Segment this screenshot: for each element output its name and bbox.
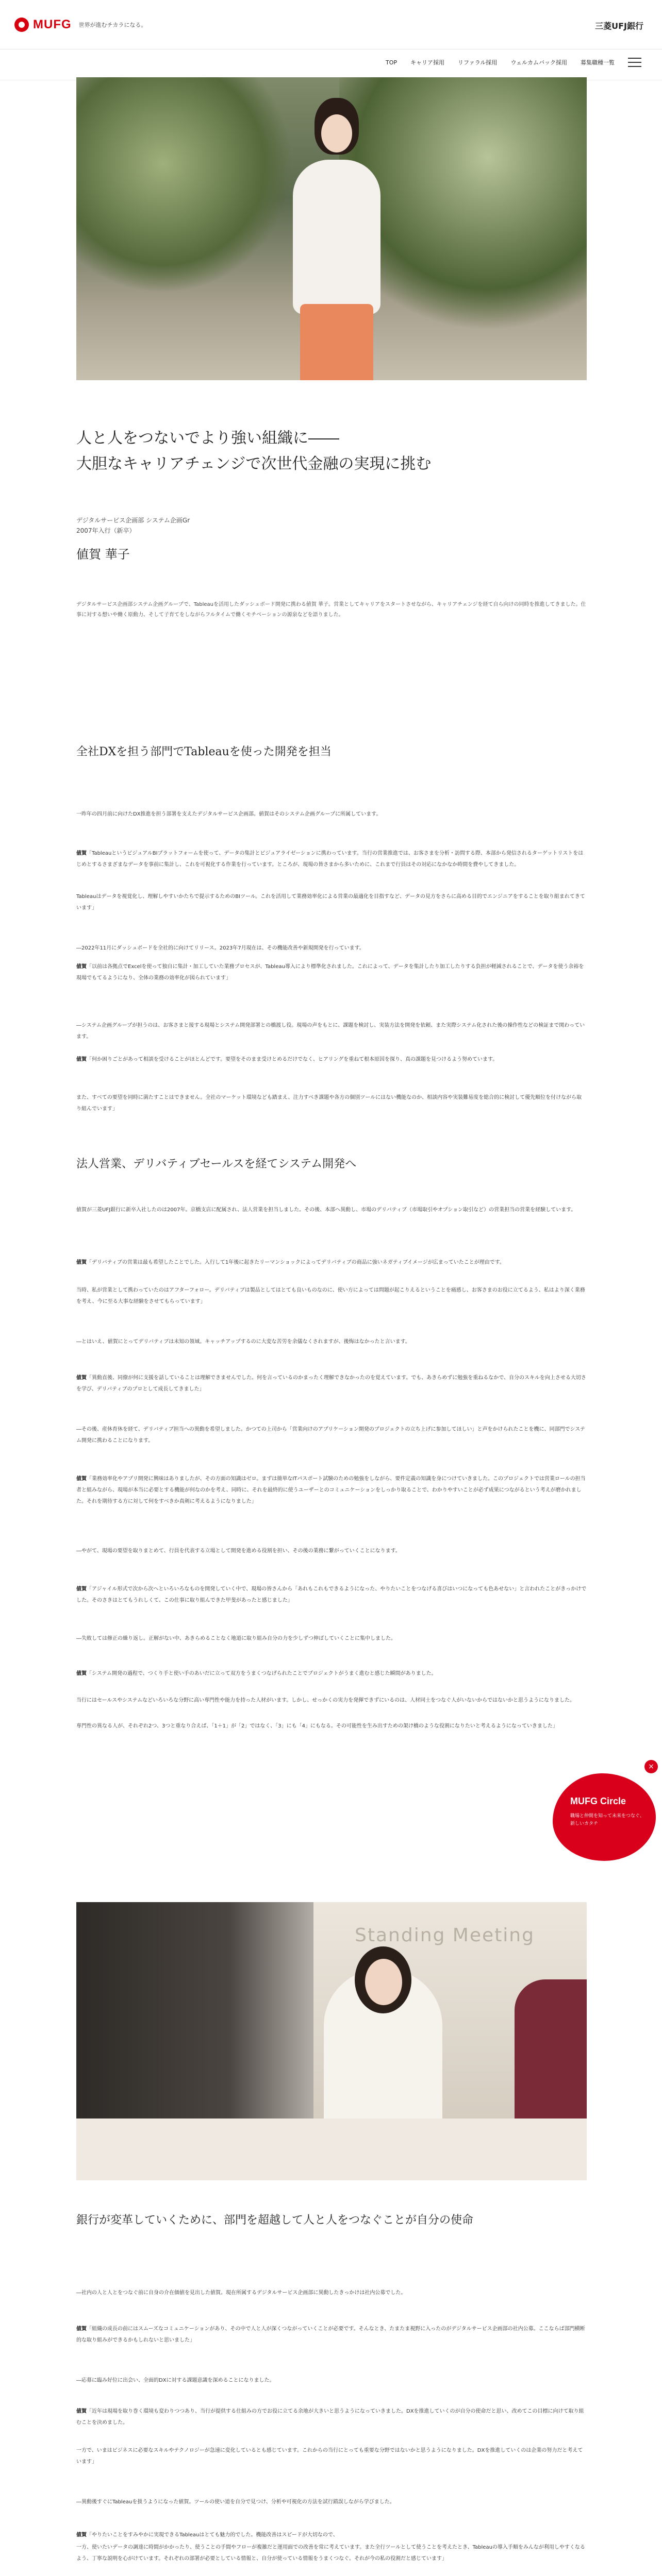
paragraph-text: 「近年は現場を取り巻く環境も変わりつつあり、当行が提供する仕組みの方でお役に立てる余地が大きいと思うようになっていきました。DXを推進していくのが自分の使命だと思い、改めてこの目標に向けて取り組むことを決めました。 bbox=[76, 2409, 584, 2426]
paragraph bbox=[76, 1092, 587, 1115]
section-heading: 全社DXを担う部門でTableauを使った開発を担当 bbox=[76, 745, 332, 758]
paragraph bbox=[76, 891, 587, 914]
nav-item-career[interactable]: キャリア採用 bbox=[410, 59, 444, 66]
hero-photo bbox=[76, 77, 587, 380]
hamburger-menu-icon[interactable] bbox=[628, 58, 641, 67]
profile-name: 値賀 華子 bbox=[76, 547, 130, 562]
paragraph bbox=[76, 2406, 587, 2429]
paragraph-text: ―その後、産休育休を経て、デリバティブ担当への異動を希望しました。かつての上司から「営業向けのアプリケーション開発のプロジェクトの立ち上げに参加してほしい」と声をかけられたことを機に、同部門でシステム開発に携わることになります。 bbox=[76, 1427, 585, 1444]
paragraph-text: 一昨年の四月前に向けたDX推進を担う部署を支えたデジタルサービス企画部。値賀はそのシステム企画グループに所属しています。 bbox=[76, 811, 382, 817]
paragraph bbox=[76, 2497, 587, 2508]
paragraph bbox=[76, 1285, 587, 1308]
mufg-logo[interactable] bbox=[14, 18, 146, 32]
mufg-circle-title: MUFG Circle bbox=[570, 1796, 626, 1806]
paragraph-text: 「アジャイル形式で次から次へといろいろなものを開発していく中で、現場の皆さんから「あれもこれもできるようになった、やりたいことをつなげる喜びはいつになっても色あせない」と言われたことがきっかけでした。そのさきはとてもうれしくて、この仕事に取り組んできた甲斐があったと感じました」 bbox=[76, 1586, 587, 1603]
paragraph bbox=[76, 2324, 587, 2346]
paragraph-text: 「以前は各拠点でExcelを使って独自に集計・加工していた業務プロセスが、Tableau導入により標準化されました。これによって、データを集計したり加工したりする負担が軽減されることで、データを使う余裕を現場でもてるようになり、全体の業務の効率化が図られています」 bbox=[76, 964, 584, 981]
paragraph bbox=[76, 2530, 587, 2541]
site-header bbox=[0, 0, 662, 49]
paragraph-text: また、すべての要望を同時に満たすことはできません。全社のマーケット環境なども踏まえ、注力すべき課題や各方の個別ツールにはない機能なのか、相談内容や実装難易度を総合的に検討して優先順位を付けながら取り組んでいます」 bbox=[76, 1095, 582, 1112]
speaker-label: 値賀 bbox=[76, 2532, 87, 2538]
mufg-logo-mark-icon bbox=[14, 18, 29, 32]
paragraph-text: ―失敗しては修正の繰り返し。正解がない中、あきらめることなく地道に取り組み自分の力を少しずつ伸ばしていくことに集中しました。 bbox=[76, 1636, 396, 1641]
meeting-photo bbox=[76, 1902, 587, 2180]
paragraph-text: 「システム開発の過程で、つくり手と使い手のあいだに立って双方をうまくつなげられたことでプロジェクトがうまく進むと感じた瞬間がありました。 bbox=[87, 1671, 437, 1676]
paragraph-text: ―2022年11月にダッシュボードを全社的に向けてリリース。2023年7月現在は、その機能改善や新規開発を行っています。 bbox=[76, 945, 365, 951]
paragraph bbox=[76, 1205, 587, 1216]
speaker-label: 値賀 bbox=[76, 851, 87, 856]
mufg-circle-subtitle: 職場と仲間を知って未来をつなぐ、新しいカタチ bbox=[570, 1814, 644, 1826]
paragraph-text: 「組織の成長の前にはスムーズなコミュニケーションがあり、その中で人と人が深くつながっていくことが必要です。そんなとき、たまたま視野に入ったのがデジタルサービス企画部の社内公募。ここならば部門横断的な取り組みができるかもしれないと思いました」 bbox=[76, 2326, 585, 2343]
joined-text: 2007年入行（新卒） bbox=[76, 527, 136, 534]
speaker-label: 値賀 bbox=[76, 2409, 87, 2414]
paragraph-text: 一方で、いまはビジネスに必要なスキルやテクノロジーが急速に変化しているとも感じています。これからの当行にとっても重要な分野ではないかと思うようになりました。DXを推進していくのは企業の努力だと考えています」 bbox=[76, 2448, 583, 2465]
speaker-label: 値賀 bbox=[76, 1057, 87, 1062]
article-intro: デジタルサービス企画部システム企画グループで、Tableauを活用したダッシュボード開発に携わる値賀 華子。営業としてキャリアをスタートさせながら、キャリアチェンジを経て自ら向けの同時を推進してきました。仕事に対する想いや働く原動力、そして子育てをしながらフルタイムで働くモチベーションの源泉などを語りました。 bbox=[76, 602, 586, 618]
paragraph bbox=[76, 943, 587, 954]
speaker-label: 値賀 bbox=[76, 1476, 87, 1482]
section-heading: 法人営業、デリバティブセールスを経てシステム開発へ bbox=[76, 1158, 357, 1171]
paragraph-text: ―やがて、現場の要望を取りまとめて、行員を代表する立場として開発を進める役割を担い、その後の業務に繋がっていくことになります。 bbox=[76, 1548, 401, 1554]
paragraph bbox=[76, 1546, 587, 1557]
speaker-label: 値賀 bbox=[76, 1671, 87, 1676]
nav-item-referral[interactable]: リファラル採用 bbox=[457, 59, 498, 66]
paragraph-text: 専門性の異なる人が、それぞれ2つ、3つと重なり合えば、「1＋1」が「2」ではなく、「3」にも「4」にもなる。その可能性を生み出すための架け橋のような役割になりたいと考えるようになっていきました」 bbox=[76, 1723, 558, 1729]
standing-meeting-sign: Standing Meeting bbox=[355, 1925, 535, 1946]
speaker-label: 値賀 bbox=[76, 2326, 87, 2332]
paragraph-text: ―異動後すぐにTableauを扱うようになった値賀。ツールの使い道を自分で見つけ、分析や可視化の方法を試行錯誤しながら学びました。 bbox=[76, 2499, 395, 2505]
close-icon[interactable]: × bbox=[644, 1760, 658, 1773]
logo-tagline: 世界が進むチカラになる。 bbox=[78, 22, 147, 28]
global-nav bbox=[386, 58, 641, 67]
paragraph bbox=[76, 2287, 587, 2299]
paragraph-text: 「業務効率化やアプリ開発に興味はありましたが、その方面の知識はゼロ。まずは簡単なITパスポート試験のための勉強をしながら、要件定義の知識を身につけていきました。このプロジェクトでは営業ロールの担当者と組みながら、現場が本当に必要とする機能が何なのかを考え、同時に、それを最終的に使うユーザーとのコミュニケーションをしっかり取ることで、わかりやすいことが必ず成果につながるという考えが磨かれました。それを期待する方に対して何をすべきか真剣に考えるようになりました」 bbox=[76, 1476, 586, 1504]
title-line-2: 大胆なキャリアチェンジで次世代金融の実現に挑む bbox=[76, 455, 432, 473]
paragraph bbox=[76, 2445, 587, 2468]
paragraph-text: 当行にはセールスやシステムなどいろいろな分野に高い専門性や能力を持った人材がいます。しかし、せっかくの実力を発揮できずにいるのは、人材同士をつなぐ人がいないからではないかと思うようになりました。 bbox=[76, 1698, 575, 1703]
paragraph bbox=[76, 2542, 587, 2565]
paragraph-text: ―システム企画グループが担うのは、お客さまと接する現場とシステム開発部署との橋渡し役。現場の声をもとに、課題を検討し、実装方法を開発を依頼、また実際システム化された後の操作性などの検証まで関わっています。 bbox=[76, 1023, 585, 1040]
paragraph-text: ―社内の人と人とをつなぐ前に自身の介在価値を見出した値賀。現在所属するデジタルサービス企画部に異動したきっかけは社内公募でした。 bbox=[76, 2290, 406, 2296]
paragraph-text: 「何か困りごとがあって相談を受けることがほとんどです。要望をそのまま受けとめるだけでなく、ヒアリングを重ねて根本原因を探り、真の課題を見つけるよう努めています。 bbox=[87, 1057, 498, 1062]
paragraph-text: ―応募に臨み好位に出会い、全面的DXに対する課題意識を深めることになりました。 bbox=[76, 2378, 275, 2383]
nav-item-welcome-back[interactable]: ウェルカムバック採用 bbox=[510, 59, 567, 66]
paragraph-text: ―とはいえ、値賀にとってデリバティブは未知の領域。キャッチアップするのに大変な苦労を余儀なくされますが、後悔はなかったと言います。 bbox=[76, 1339, 410, 1345]
paragraph bbox=[76, 1633, 587, 1645]
paragraph bbox=[76, 1336, 587, 1348]
paragraph bbox=[76, 1424, 587, 1447]
paragraph-text: 「異動直後、同僚が何に支援を話していることは理解できませんでした。何を言っているのかまったく理解できなかったのを覚えています。でも、あきらめずに勉強を重ねるなかで、自分のスキルを向上させる大切さを学び、デリバティブのプロとして成長してきました」 bbox=[76, 1375, 586, 1392]
paragraph bbox=[76, 1668, 587, 1680]
paragraph bbox=[76, 1020, 587, 1043]
paragraph bbox=[76, 1473, 587, 1507]
paragraph bbox=[76, 848, 587, 871]
speaker-label: 値賀 bbox=[76, 964, 87, 970]
profile-dept bbox=[76, 515, 190, 536]
nav-item-job-list[interactable]: 募集職種一覧 bbox=[581, 59, 615, 66]
paragraph bbox=[76, 1372, 587, 1395]
mufg-circle-banner[interactable] bbox=[553, 1760, 662, 1861]
speaker-label: 値賀 bbox=[76, 1375, 87, 1381]
article-title bbox=[76, 426, 431, 477]
paragraph bbox=[76, 961, 587, 984]
paragraph-text: 「やりたいことをすみやかに実現できるTableauはとても魅力的でした。機能改善はスピードが大切なので、 bbox=[87, 2532, 338, 2538]
paragraph bbox=[76, 1257, 587, 1268]
paragraph bbox=[76, 1695, 587, 1706]
paragraph-text: 「TableauというビジュアルBIプラットフォームを使って、データの集計とビジュアライゼーションに携わっています。当行の営業推進では、お客さまを分析・訪問する際、本部から発信されるターゲットリストをはじめとするさまざまなデータを事前に集計し、これを可視化する作業を行っています。ところが、現場の皆さまから多いために、これまで行員はその対応になかなか時間を費やしてきました。 bbox=[76, 851, 584, 868]
bank-name[interactable]: 三菱UFJ銀行 bbox=[595, 21, 643, 31]
nav-item-top[interactable]: TOP bbox=[385, 59, 397, 66]
paragraph bbox=[76, 1584, 587, 1606]
paragraph bbox=[76, 809, 587, 820]
section-heading: 銀行が変革していくために、部門を超越して人と人をつなぐことが自分の使命 bbox=[76, 2214, 474, 2227]
paragraph-text: 当時、私が営業として携わっていたのはアフターフォロー。デリバティブは製品としてはとても良いものなのに、使い方によっては問題が起こりえるということを痛感し、お客さまのお役に立てるよう、私はより深く業務を考え、今に至る大事な経験をさせてもらっています」 bbox=[76, 1287, 585, 1304]
title-line-1: 人と人をつないでより強い組織に―― bbox=[76, 429, 339, 447]
paragraph bbox=[76, 1721, 587, 1732]
paragraph-text: 値賀が三菱UFJ銀行に新卒入社したのは2007年。京橋支店に配属され、法人営業を担当しました。その後、本部へ異動し、市場のデリバティブ（市場取引やオプション取引など）の営業担当の営業を経験しています。 bbox=[76, 1207, 576, 1213]
speaker-label: 値賀 bbox=[76, 1586, 87, 1592]
paragraph-text: 「デリバティブの営業は最も希望したことでした。入行して1年後に起きたリーマンショックによってデリバティブの商品に強いネガティブイメージが広まっていたことが理由です。 bbox=[87, 1260, 505, 1265]
paragraph-text: 一方、使いたいデータの調達に時間がかかったり、使うことの手間やフローが複雑だと運用面での改善を常に考えています。また全行ツールとして使うことを考えたとき、Tableauの導入手順をみんなが利用しやすくなるよう、丁寧な説明を心がけています。それぞれの部署が必要としている情報と、自分が使っている情報をうまくつなぐ。それが今の私の役割だと感じています」 bbox=[76, 2545, 585, 2562]
speaker-label: 値賀 bbox=[76, 1260, 87, 1265]
paragraph-text: Tableauはデータを視覚化し、理解しやすいかたちで提示するためのBIツール。これを活用して業務効率化による営業の最適化を目指すなど、データの見方をさらに高める目的でエンジニアをすることを取り組まれてきています」 bbox=[76, 894, 585, 911]
paragraph bbox=[76, 1054, 587, 1065]
logo-text: MUFG bbox=[33, 18, 72, 31]
paragraph bbox=[76, 2375, 587, 2386]
dept-text: デジタルサービス企画部 システム企画Gr bbox=[76, 517, 190, 524]
